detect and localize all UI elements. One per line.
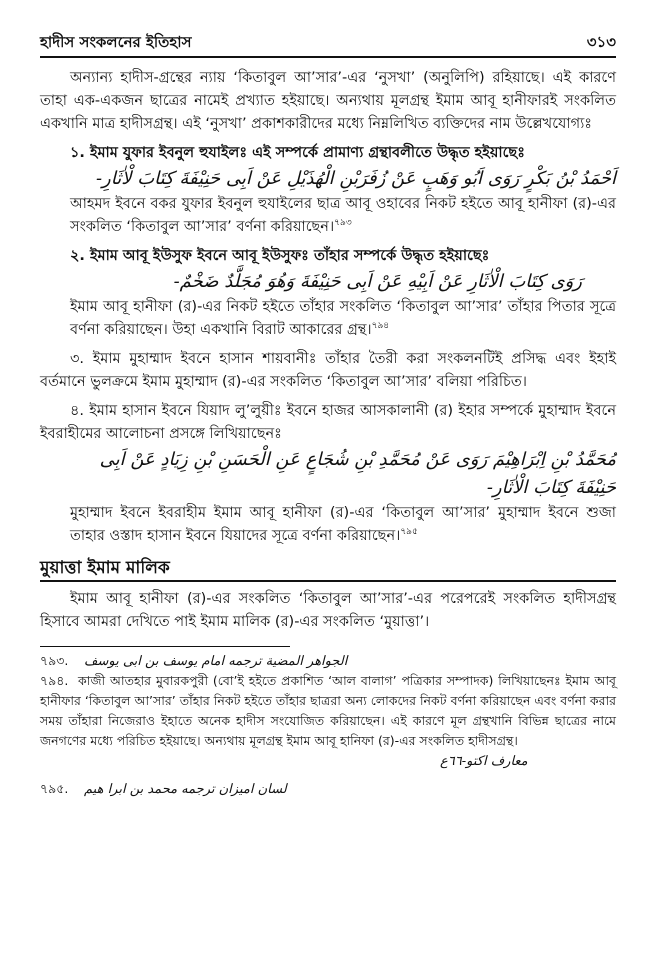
footnote-arabic: الجواهر المضية ترجمه امام يوسف بن ابى يوسف [84, 653, 348, 669]
footnote-number: ৭৯৫. [40, 781, 69, 796]
footnote-text: কাজী আতহার মুবারকপুরী (বো’ই হইতে প্রকাশিত ‘আল বালাগ’ পত্রিকার সম্পাদক) লিখিয়াছেনঃ ইমাম আবূ হানীফার ‘কিতাবুল আ’সার’ তাঁহার নিকট হইতে তাঁহার ছাত্ররা অন্য লোকদের নিকট বর্ণনা করিয়াছেন এবং বর্ণনা করার সময় তাঁহারা নিজেরাও ইহাতে অনেক হাদীস সংযোজিত করিয়াছেন। এই কারণে মূল গ্রন্থখানি বিভিন্ন ছাত্রের নামে জনগণের মধ্যে পরিচিত হইয়াছে। অন্যথায় মূলগ্রন্থ ইমাম আবূ হানিফা (র)-এর সংকলিত হাদীসগ্রন্থ। [40, 673, 616, 748]
section-heading: মুয়াত্তা ইমাম মালিক [40, 556, 616, 582]
item-lead: ২. ইমাম আবূ ইউসুফ ইবনে আবূ ইউসুফঃ তাঁহার সম্পর্কে উদ্ধৃত হইয়াছেঃ [70, 248, 490, 264]
running-header [40, 30, 616, 58]
footnote-divider [40, 646, 290, 647]
page-number: ৩১৩ [586, 33, 616, 51]
intro-paragraph: অন্যান্য হাদীস-গ্রন্থের ন্যায় ‘কিতাবুল আ’সার’-এর ‘নুসখা’ (অনুলিপি) রহিয়াছে। এই কারণে তাহা এক-একজন ছাত্রের নামেই প্রখ্যাত হইয়াছে। অন্যথায় মূলগ্রন্থ ইমাম আবূ হানীফারই সংকলিত একখানি মাত্র হাদীসগ্রন্থ। এই ‘নুসখা’ প্রকাশকারীদের মধ্যে নিম্নলিখিত ব্যক্তিদের নাম উল্লেখযোগ্যঃ [40, 70, 616, 132]
list-item [40, 348, 616, 394]
arabic-quote: رَوَى كِتَابَ الْاٰثَارِ عَنْ اَبِيْهِ عَنْ اَبِى حَنِيْفَةَ وَهُوَ مُجَلَّدٌ ضَخْمٌ- [173, 271, 582, 292]
footnote [40, 651, 616, 671]
footnote [40, 779, 616, 799]
item-text-body: মুহাম্মাদ ইবনে ইবরাহীম ইমাম আবূ হানীফা (র)-এর ‘কিতাবুল আ’সার’ মুহাম্মাদ ইবনে শুজা তাহার ওস্তাদ হাসান ইবনে যিয়াদের সূত্রে বর্ণনা করিয়াছেন। [70, 505, 616, 544]
footnote [40, 671, 616, 773]
footnotes [40, 651, 616, 799]
item-text [40, 193, 616, 239]
list-item [40, 245, 616, 342]
footnote-number: ৭৯৩. [40, 653, 69, 668]
footnote-arabic: لسان اميزان ترجمه محمد بن ابرا هيم [84, 781, 287, 797]
item-lead: ৩. ইমাম মুহাম্মাদ ইবনে হাসান শায়বানীঃ তাঁহার তৈরী করা সংকলনটিই প্রসিদ্ধ এবং ইহাই বর্তমানে ভুলক্রমে ইমাম মুহাম্মাদ (র)-এর সংকলিত ‘কিতাবুল আ’সার’ বলিয়া পরিচিত। [40, 351, 616, 390]
item-text [40, 296, 616, 342]
item-text-body: ইমাম আবূ হানীফা (র)-এর নিকট হইতে তাঁহার সংকলিত ‘কিতাবুল আ’সার’ তাঁহার পিতার সূত্রে বর্ণনা করিয়াছেন। উহা একখানি বিরাট আকারের গ্রন্থ। [70, 299, 616, 338]
footnote-ref: ৭৯৫ [400, 527, 418, 538]
item-lead: ৪. ইমাম হাসান ইবনে যিয়াদ লু’লুয়ীঃ ইবনে হাজর আসকালানী (র) ইহার সম্পর্কে মুহাম্মাদ ইবনে ইবরাহীমের আলোচনা প্রসঙ্গে লিখিয়াছেনঃ [40, 403, 616, 442]
item-text-body: আহমদ ইবনে বকর যুফার ইবনুল হুযাইলের ছাত্র আবূ ওহাবের নিকট হইতে আবূ হানীফা (র)-এর সংকলিত ‘কিতাবুল আ’সার’ বর্ণনা করিয়াছেন। [70, 196, 616, 235]
item-text [40, 502, 616, 548]
arabic-quote-line-1: مُحَمَّدُ بْنِ اِبْرَاهِيْمَ رَوَى عَنْ مُحَمَّدِ بْنِ شُجَاعٍ عَنِ الْحَسَنِ بْنِ زِيَادٍ عَنْ اَبِى [99, 449, 616, 470]
section-paragraph: ইমাম আবূ হানীফা (র)-এর সংকলিত ‘কিতাবুল আ’সার’-এর পরেপরেই সংকলিত হাদীসগ্রন্থ হিসাবে আমরা দেখিতে পাই ইমাম মালিক (র)-এর সংকলিত ‘মুয়াত্তা’। [40, 591, 616, 630]
arabic-quote-line-2: حَنِيْفَةَ كِتَابَ الْاٰثَارِ- [486, 477, 616, 498]
footnote-arabic-ref: معارف اكتو-٦٦ع [440, 754, 528, 769]
arabic-quote: اَحْمَدُ بْنُ بَكْرٍ رَوَى اَبُو وَهَبٍ عَنْ زُفَرَبْنِ الْهُذَيْلِ عَنْ اَبِى حَنِيْفَةَ كِتَابَ لْاٰثَارِ- [95, 168, 616, 189]
running-title: হাদীস সংকলনের ইতিহাস [40, 33, 192, 51]
list-item [40, 142, 616, 239]
footnote-ref: ৭৯৩ [334, 218, 352, 229]
list-item [40, 400, 616, 548]
footnote-line [40, 671, 616, 751]
item-lead: ১. ইমাম যুফার ইবনুল হুযাইলঃ এই সম্পর্কে প্রামাণ্য গ্রন্থাবলীতে উদ্ধৃত হইয়াছেঃ [70, 145, 525, 161]
footnote-number: ৭৯৪. [40, 673, 69, 688]
footnote-ref: ৭৯৪ [371, 321, 390, 332]
